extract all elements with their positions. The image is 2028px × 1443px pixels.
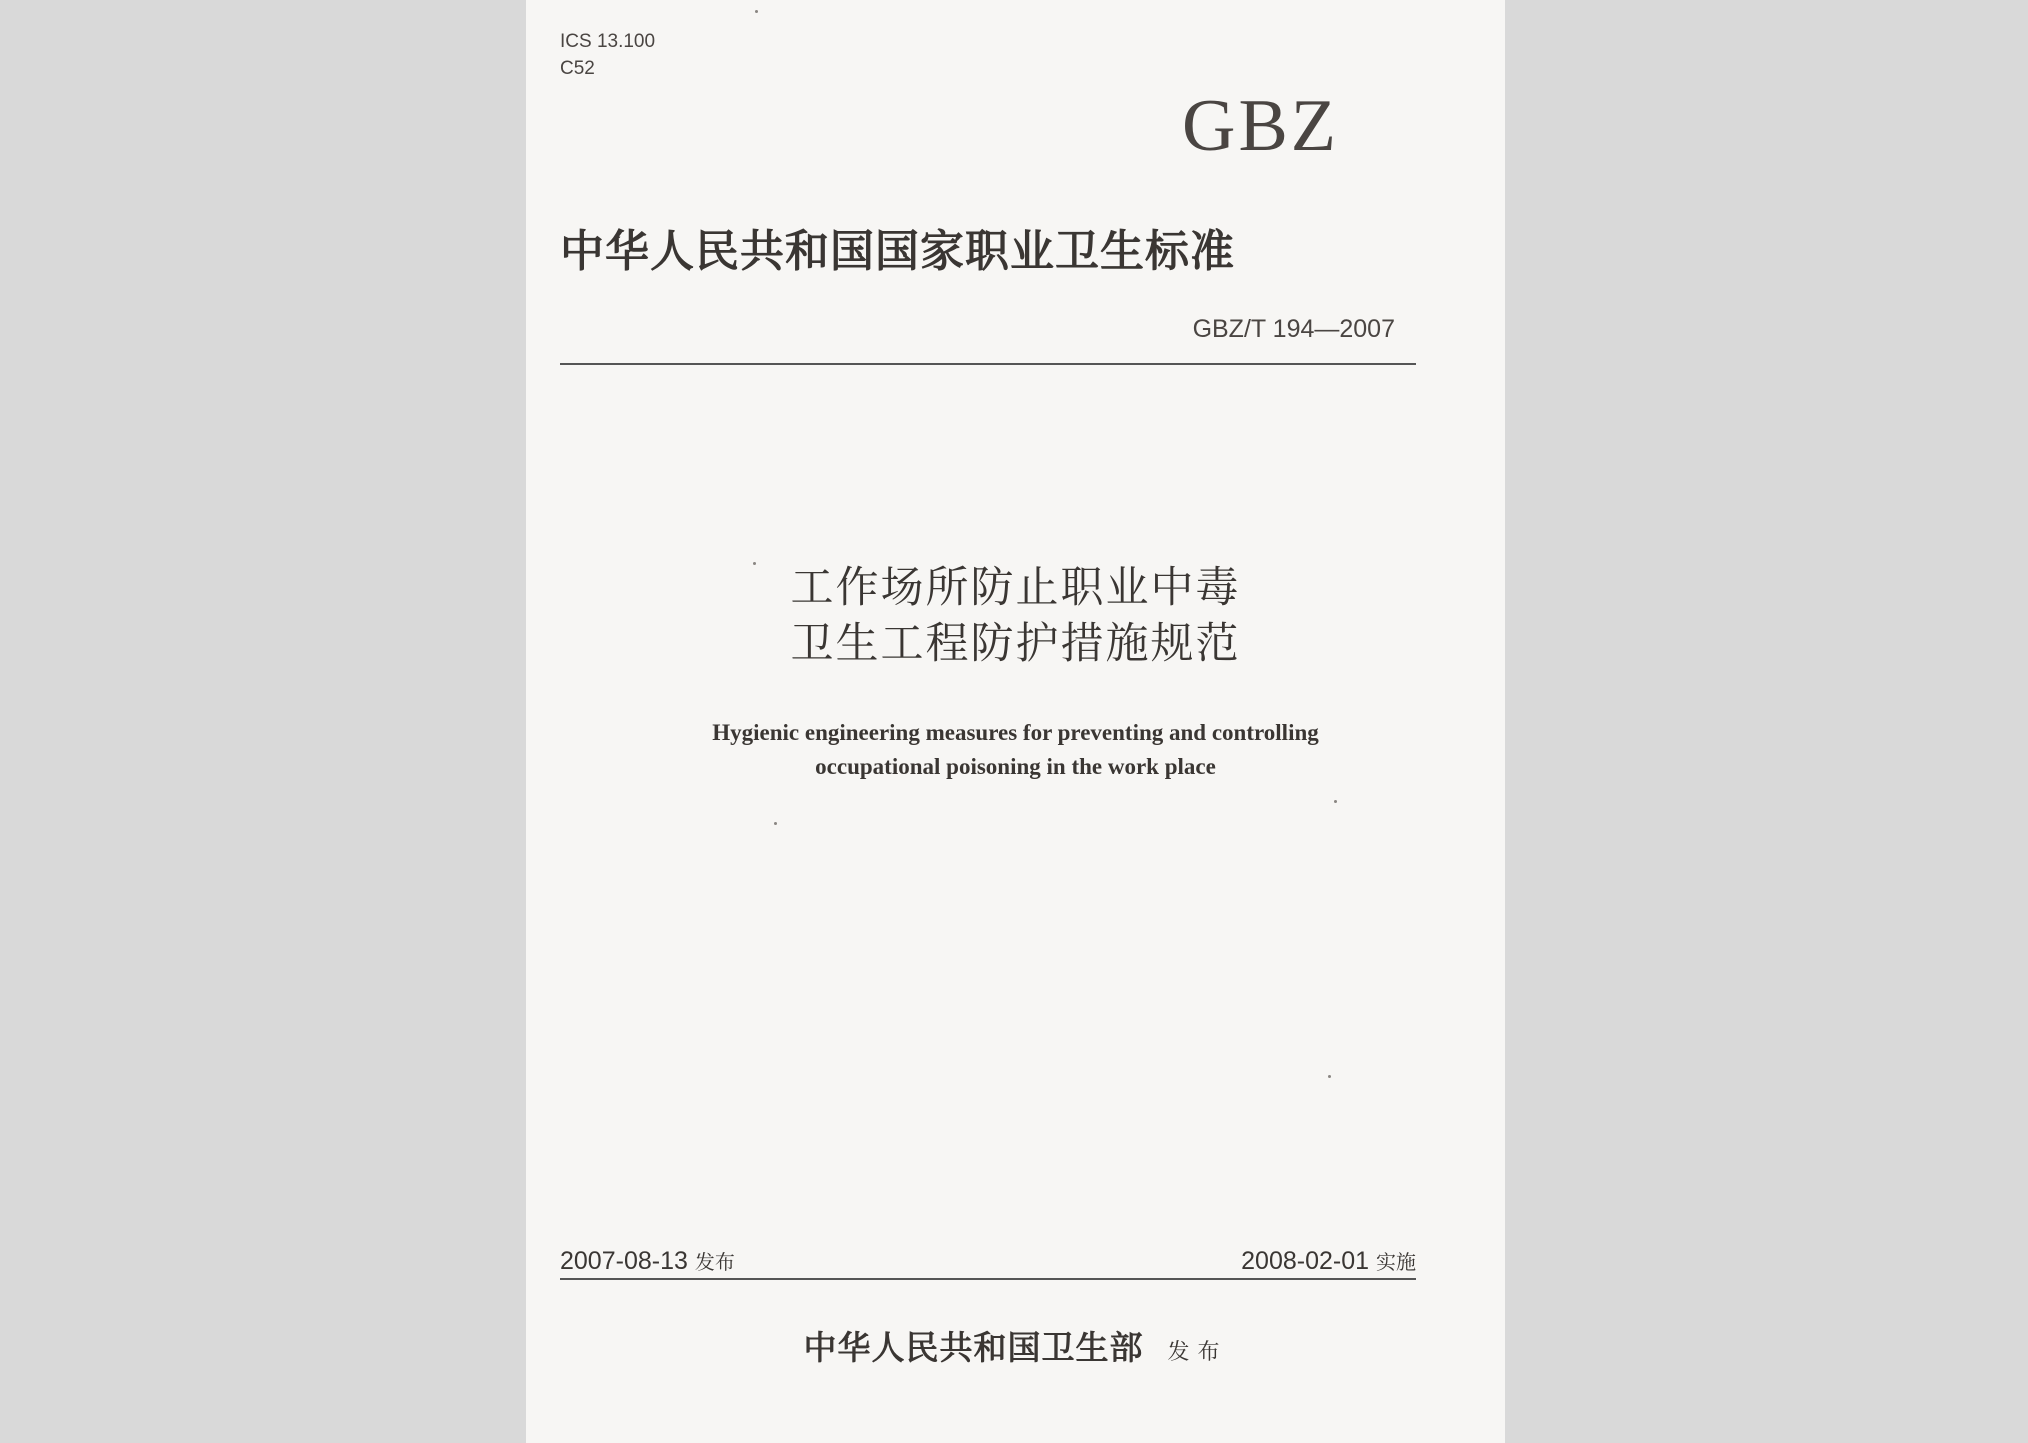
- effective-date-label: 实施: [1376, 1250, 1416, 1274]
- issue-date: [560, 1246, 735, 1277]
- title-en-line-2: occupational poisoning in the work place: [815, 754, 1216, 779]
- ccs-code: C52: [560, 58, 595, 79]
- paper-speck: [774, 822, 777, 825]
- document-title-en: [526, 716, 1505, 784]
- header-divider: [560, 363, 1416, 365]
- paper-speck: [1334, 800, 1337, 803]
- effective-date-value: 2008-02-01: [1241, 1247, 1370, 1275]
- standard-mark: GBZ: [1182, 85, 1339, 167]
- publisher-line: [526, 1326, 1505, 1375]
- issue-date-value: 2007-08-13: [560, 1247, 688, 1275]
- title-en-line-1: Hygienic engineering measures for preventing and controlling: [712, 720, 1319, 745]
- document-title-zh: [526, 560, 1505, 672]
- paper-speck: [753, 562, 756, 565]
- publish-action: 发布: [1167, 1340, 1228, 1365]
- standard-cover-page: [526, 0, 1505, 1443]
- paper-speck: [1328, 1075, 1331, 1078]
- ics-code: ICS 13.100: [560, 31, 656, 52]
- standard-type-title: 中华人民共和国国家职业卫生标准: [560, 226, 1235, 277]
- issue-date-label: 发布: [694, 1250, 735, 1274]
- footer-divider: [560, 1278, 1416, 1280]
- paper-speck: [755, 10, 758, 13]
- publisher-name: 中华人民共和国卫生部: [803, 1328, 1144, 1367]
- title-zh-line-2: 卫生工程防护措施规范: [790, 619, 1241, 669]
- effective-date: [1241, 1246, 1416, 1277]
- standard-code: GBZ/T 194—2007: [1192, 315, 1395, 343]
- classification-block: [560, 28, 655, 82]
- title-zh-line-1: 工作场所防止职业中毒: [790, 563, 1241, 613]
